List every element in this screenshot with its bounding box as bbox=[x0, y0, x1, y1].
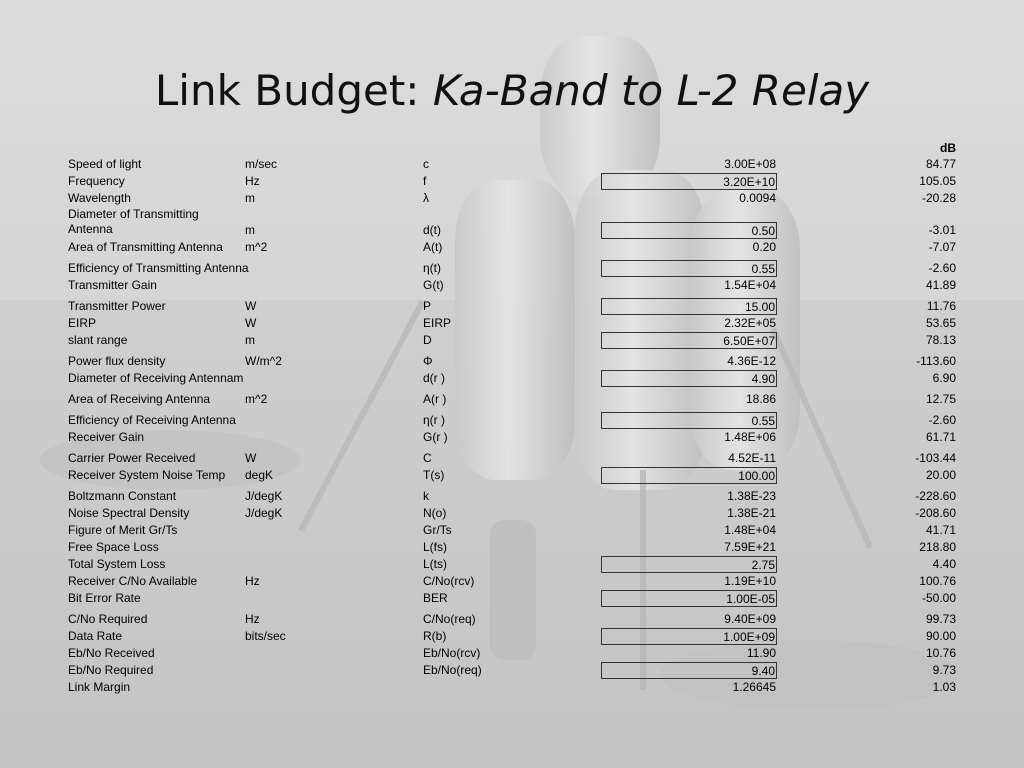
row-name: Boltzmann Constant bbox=[68, 489, 177, 503]
table-row bbox=[68, 190, 958, 207]
row-value: 4.52E-11 bbox=[728, 451, 776, 465]
row-name: Carrier Power Received bbox=[68, 451, 196, 465]
row-name: Diameter of Transmitting Antenna bbox=[68, 207, 199, 236]
row-value: 1.00E+09 bbox=[601, 628, 777, 645]
slide-title-main: Link Budget: bbox=[154, 66, 433, 115]
row-db: -3.01 bbox=[928, 223, 956, 237]
table-row bbox=[68, 450, 958, 467]
row-db: -50.00 bbox=[921, 591, 956, 605]
table-row bbox=[68, 522, 958, 539]
row-name: Diameter of Receiving Antennam bbox=[68, 371, 244, 385]
table-row bbox=[68, 207, 958, 239]
row-name: Area of Transmitting Antenna bbox=[68, 240, 223, 254]
row-symbol: R(b) bbox=[423, 629, 447, 643]
row-name: Free Space Loss bbox=[68, 540, 159, 554]
row-name: Noise Spectral Density bbox=[68, 506, 190, 520]
table-row bbox=[68, 173, 958, 190]
row-name: Frequency bbox=[68, 174, 125, 188]
row-db: 6.90 bbox=[932, 371, 956, 385]
row-symbol: A(t) bbox=[423, 240, 443, 254]
row-unit: Hz bbox=[245, 174, 260, 188]
row-value: 100.00 bbox=[601, 467, 777, 484]
row-value: 1.19E+10 bbox=[724, 574, 776, 588]
row-name: EIRP bbox=[68, 316, 97, 330]
table-row bbox=[68, 298, 958, 315]
row-symbol: λ bbox=[423, 191, 429, 205]
row-symbol: P bbox=[423, 299, 432, 313]
table-row bbox=[68, 332, 958, 349]
row-unit: m bbox=[245, 333, 255, 347]
row-name: Eb/No Received bbox=[68, 646, 155, 660]
row-name: Bit Error Rate bbox=[68, 591, 141, 605]
row-value: 1.38E-23 bbox=[727, 489, 776, 503]
row-name: slant range bbox=[68, 333, 128, 347]
row-symbol: η(t) bbox=[423, 261, 441, 275]
row-db: 90.00 bbox=[925, 629, 956, 643]
table-row bbox=[68, 391, 958, 408]
row-name: Receiver C/No Available bbox=[68, 574, 198, 588]
row-symbol: N(o) bbox=[423, 506, 447, 520]
table-row bbox=[68, 315, 958, 332]
row-value: 0.55 bbox=[601, 412, 777, 429]
slide-title bbox=[0, 66, 1024, 115]
row-db: 78.13 bbox=[925, 333, 956, 347]
table-row bbox=[68, 505, 958, 522]
row-value: 2.32E+05 bbox=[724, 316, 776, 330]
row-unit: Hz bbox=[245, 574, 260, 588]
link-budget-table bbox=[68, 140, 958, 696]
row-db: 1.03 bbox=[932, 680, 956, 694]
row-unit: J/degK bbox=[245, 489, 283, 503]
table-row bbox=[68, 556, 958, 573]
row-symbol: d(r ) bbox=[423, 371, 445, 385]
row-symbol: C/No(rcv) bbox=[423, 574, 475, 588]
row-name: Link Margin bbox=[68, 680, 131, 694]
row-unit: m^2 bbox=[245, 392, 268, 406]
row-db: 61.71 bbox=[925, 430, 956, 444]
row-name: Receiver Gain bbox=[68, 430, 145, 444]
table-row bbox=[68, 679, 958, 696]
row-value: 0.0094 bbox=[739, 191, 776, 205]
row-unit: W bbox=[245, 316, 257, 330]
table-row bbox=[68, 539, 958, 556]
row-name: Transmitter Power bbox=[68, 299, 166, 313]
row-value: 3.00E+08 bbox=[724, 157, 776, 171]
row-db: -2.60 bbox=[928, 261, 956, 275]
table-row bbox=[68, 590, 958, 607]
row-symbol: d(t) bbox=[423, 223, 441, 237]
row-db: -103.44 bbox=[915, 451, 956, 465]
row-symbol: η(r ) bbox=[423, 413, 445, 427]
row-db: 11.76 bbox=[926, 299, 956, 313]
row-name: Power flux density bbox=[68, 354, 166, 368]
table-header bbox=[68, 140, 958, 156]
row-db: -7.07 bbox=[928, 240, 956, 254]
row-symbol: Eb/No(req) bbox=[423, 663, 482, 677]
row-value: 0.55 bbox=[601, 260, 777, 277]
row-name: Total System Loss bbox=[68, 557, 166, 571]
row-symbol: T(s) bbox=[423, 468, 445, 482]
row-symbol: c bbox=[423, 157, 429, 171]
row-symbol: Eb/No(rcv) bbox=[423, 646, 481, 660]
table-row bbox=[68, 645, 958, 662]
row-name: Data Rate bbox=[68, 629, 123, 643]
table-row bbox=[68, 611, 958, 628]
table-row bbox=[68, 412, 958, 429]
table-row bbox=[68, 467, 958, 484]
row-db: 99.73 bbox=[925, 612, 956, 626]
row-name: Speed of light bbox=[68, 157, 142, 171]
row-db: 12.75 bbox=[925, 392, 956, 406]
row-db: -208.60 bbox=[915, 506, 956, 520]
row-symbol: C bbox=[423, 451, 432, 465]
row-name: Eb/No Required bbox=[68, 663, 154, 677]
table-row bbox=[68, 628, 958, 645]
row-value: 9.40E+09 bbox=[724, 612, 776, 626]
row-value: 4.36E-12 bbox=[727, 354, 776, 368]
row-symbol: f bbox=[423, 174, 427, 188]
row-db: 10.76 bbox=[925, 646, 956, 660]
row-value: 18.86 bbox=[745, 392, 776, 406]
row-name: Receiver System Noise Temp bbox=[68, 468, 226, 482]
row-db: -2.60 bbox=[928, 413, 956, 427]
row-value: 0.20 bbox=[752, 240, 776, 254]
row-unit: m bbox=[245, 191, 255, 205]
row-value: 0.50 bbox=[601, 222, 777, 239]
row-name: Efficiency of Transmitting Antenna bbox=[68, 261, 249, 275]
row-db: 218.80 bbox=[919, 540, 956, 554]
row-value: 1.00E-05 bbox=[601, 590, 777, 607]
row-unit: J/degK bbox=[245, 506, 283, 520]
row-name: C/No Required bbox=[68, 612, 148, 626]
row-unit: W/m^2 bbox=[245, 354, 282, 368]
table-row bbox=[68, 488, 958, 505]
row-symbol: k bbox=[423, 489, 429, 503]
row-value: 11.90 bbox=[746, 646, 776, 660]
row-symbol: D bbox=[423, 333, 432, 347]
row-unit: W bbox=[245, 451, 257, 465]
table-row bbox=[68, 156, 958, 173]
table-row bbox=[68, 277, 958, 294]
row-unit: m/sec bbox=[245, 157, 278, 171]
row-unit: m bbox=[245, 223, 255, 237]
row-db: 84.77 bbox=[925, 157, 956, 171]
row-name: Area of Receiving Antenna bbox=[68, 392, 211, 406]
row-symbol: BER bbox=[423, 591, 448, 605]
row-db: 9.73 bbox=[932, 663, 956, 677]
row-db: 100.76 bbox=[919, 574, 956, 588]
table-row bbox=[68, 353, 958, 370]
row-value: 1.26645 bbox=[732, 680, 776, 694]
table-row bbox=[68, 260, 958, 277]
row-symbol: Φ bbox=[423, 354, 433, 368]
db-column-header: dB bbox=[940, 141, 956, 155]
row-symbol: L(fs) bbox=[423, 540, 447, 554]
row-value: 15.00 bbox=[601, 298, 777, 315]
row-value: 4.90 bbox=[601, 370, 777, 387]
row-name: Figure of Merit Gr/Ts bbox=[68, 523, 178, 537]
row-value: 9.40 bbox=[601, 662, 777, 679]
row-symbol: Gr/Ts bbox=[423, 523, 452, 537]
row-value: 3.20E+10 bbox=[601, 173, 777, 190]
row-db: -20.28 bbox=[921, 191, 956, 205]
row-db: 4.40 bbox=[932, 557, 956, 571]
row-unit: Hz bbox=[245, 612, 260, 626]
row-db: 41.89 bbox=[925, 278, 956, 292]
row-symbol: EIRP bbox=[423, 316, 452, 330]
row-symbol: C/No(req) bbox=[423, 612, 476, 626]
table-row bbox=[68, 662, 958, 679]
table-row bbox=[68, 573, 958, 590]
row-symbol: L(ts) bbox=[423, 557, 447, 571]
row-value: 1.54E+04 bbox=[724, 278, 776, 292]
table-row bbox=[68, 429, 958, 446]
row-db: -228.60 bbox=[915, 489, 956, 503]
row-unit: m^2 bbox=[245, 240, 268, 254]
row-db: 41.71 bbox=[925, 523, 956, 537]
row-db: 53.65 bbox=[925, 316, 956, 330]
row-db: -113.60 bbox=[916, 354, 956, 368]
row-unit: bits/sec bbox=[245, 629, 286, 643]
row-value: 7.59E+21 bbox=[724, 540, 776, 554]
row-db: 20.00 bbox=[925, 468, 956, 482]
row-unit: W bbox=[245, 299, 257, 313]
table-row bbox=[68, 239, 958, 256]
row-symbol: G(t) bbox=[423, 278, 444, 292]
row-name: Efficiency of Receiving Antenna bbox=[68, 413, 236, 427]
row-db: 105.05 bbox=[919, 174, 956, 188]
row-symbol: A(r ) bbox=[423, 392, 447, 406]
row-value: 1.48E+04 bbox=[724, 523, 776, 537]
table-row bbox=[68, 370, 958, 387]
row-value: 6.50E+07 bbox=[601, 332, 777, 349]
row-value: 2.75 bbox=[601, 556, 777, 573]
row-value: 1.48E+06 bbox=[724, 430, 776, 444]
slide-title-italic: Ka-Band to L-2 Relay bbox=[432, 66, 870, 115]
row-unit: degK bbox=[245, 468, 274, 482]
row-symbol: G(r ) bbox=[423, 430, 448, 444]
row-name: Transmitter Gain bbox=[68, 278, 157, 292]
row-name: Wavelength bbox=[68, 191, 131, 205]
row-value: 1.38E-21 bbox=[727, 506, 776, 520]
